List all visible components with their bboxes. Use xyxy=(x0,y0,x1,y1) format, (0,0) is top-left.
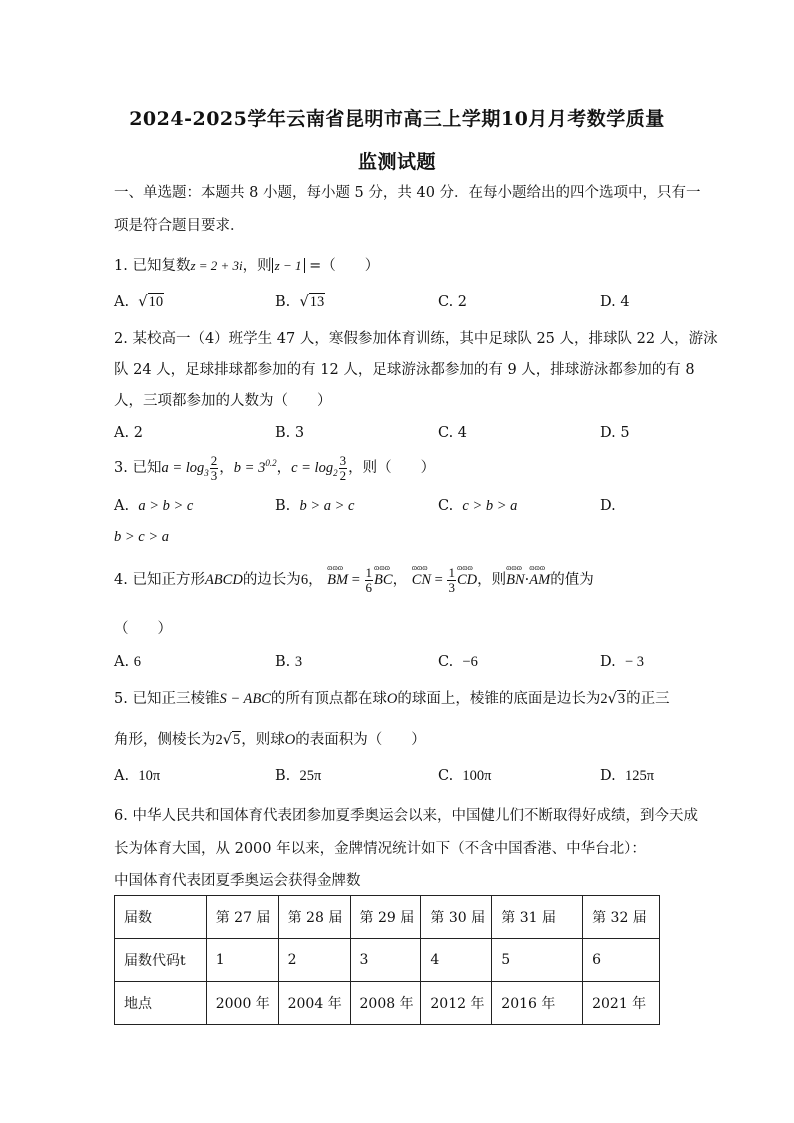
q3-option-b: B. b > a > c xyxy=(275,498,355,514)
q4-option-d: D. − 3 xyxy=(600,654,644,670)
table-cell: 2004 年 xyxy=(278,982,350,1025)
q3-option-a: A. a > b > c xyxy=(114,498,194,514)
q4-vector-bc: ɷɷɷ BC xyxy=(374,572,393,589)
q2-option-b: B. 3 xyxy=(275,425,305,441)
q4-square: ABCD xyxy=(204,572,243,589)
q2-option-a: A. 2 xyxy=(114,425,143,441)
table-row xyxy=(115,939,660,982)
section-heading: 一、单选题：本题共 8 小题，每小题 5 分，共 40 分．在每小题给出的四个选项中，只有一 xyxy=(114,185,701,201)
q4-paren: （ ） xyxy=(114,621,172,637)
q5-option-a: A. 10π xyxy=(114,768,161,784)
table-cell: 第 29 届 xyxy=(350,896,421,939)
q4-vector-am: ɷɷɷ AM xyxy=(529,572,550,589)
q5-option-d: D. 125π xyxy=(600,768,655,784)
table-cell: 2012 年 xyxy=(421,982,492,1025)
q1-mid: ，则 xyxy=(242,258,272,274)
q1-option-b: B. √13 xyxy=(275,294,325,310)
question-5: 5. 已知正三棱锥S − ABC的所有顶点都在球O的球面上，棱锥的底面是边长为2√3的正三 xyxy=(114,691,670,707)
q1-option-d: D. 4 xyxy=(600,294,630,310)
q4-vector-bm: ɷɷɷ BM xyxy=(327,572,348,589)
table-row-label: 届数代码t xyxy=(115,939,207,982)
table-cell: 2000 年 xyxy=(206,982,278,1025)
table-row-label: 届数 xyxy=(115,896,207,939)
q3-c-expr: $c = \log_2$ xyxy=(291,460,338,479)
table-cell: 2016 年 xyxy=(492,982,583,1025)
q2-option-d: D. 5 xyxy=(600,425,630,441)
q1-prefix: 1. 已知复数 xyxy=(114,258,191,274)
question-2-line3: 人，三项都参加的人数为（ ） xyxy=(114,393,332,409)
page-title-line2: 监测试题 xyxy=(357,151,436,173)
table-cell: 第 28 届 xyxy=(278,896,350,939)
q1-z-equation: z = 2 + 3i xyxy=(190,258,243,273)
table-cell: 2008 年 xyxy=(350,982,421,1025)
question-2-line2: 队 24 人，足球排球都参加的有 12 人，足球游泳都参加的有 9 人，排球游泳都参加的有 8 xyxy=(114,362,695,378)
question-6-line2: 长为体育大国，从 2000 年以来，金牌情况统计如下（不含中国香港、中华台北）： xyxy=(114,841,646,857)
q3-a-expr: $a = \log_3$ xyxy=(161,460,209,479)
table-cell: 第 32 届 xyxy=(583,896,660,939)
question-3: 3. 已知$a = \log_3$ $\frac{2}{3}$ ，$b = 3^{0.2}$，$c = \log_2$ $\frac{3}{2}$ ，则（ ） xyxy=(114,453,436,483)
table-row xyxy=(115,896,660,939)
q3-option-d-value: b > c > a xyxy=(114,529,170,545)
q3-option-d: D. xyxy=(600,498,616,514)
q4-option-a: A. 6 xyxy=(114,654,141,670)
table-cell: 3 xyxy=(350,939,421,982)
q1-suffix: =（ ） xyxy=(304,258,380,274)
q4-vector-bn: ɷɷɷ BN xyxy=(506,572,525,589)
table-cell: 第 30 届 xyxy=(421,896,492,939)
q3-option-c: C. c > b > a xyxy=(438,498,518,514)
q4-option-b: B. 3 xyxy=(275,654,303,670)
table-cell: 2021 年 xyxy=(583,982,660,1025)
q3-a-fraction: $\frac{2}{3}$ xyxy=(210,453,218,483)
q3-b-expr: $b = 3^{0.2}$ xyxy=(233,458,277,477)
table-title: 中国体育代表团夏季奥运会获得金牌数 xyxy=(114,873,361,889)
q1-abs-expression: z − 1 xyxy=(272,258,305,273)
q1-option-c: C. 2 xyxy=(438,294,468,310)
table-row-label: 地点 xyxy=(115,982,207,1025)
gold-medal-table xyxy=(114,895,660,1025)
question-4: 4. 已知正方形ABCD的边长为6， ɷɷɷ BM = $\frac{1}{6}$ ɷɷɷ BC， ɷɷɷ CN = $\frac{1}{3}$ ɷɷɷ CD，则ɷɷɷ BN·ɷɷɷ AM的值为 xyxy=(114,566,594,594)
q1-option-a: A. √10 xyxy=(114,294,164,310)
q4-fraction-one-sixth: $\frac{1}{6}$ xyxy=(365,565,373,595)
q5-option-b: B. 25π xyxy=(275,768,322,784)
page-title: 2024-2025学年云南省昆明市高三上学期10月月考数学质量 xyxy=(129,108,665,130)
table-cell: 2 xyxy=(278,939,350,982)
section-heading-line2: 项是符合题目要求． xyxy=(114,218,245,234)
q5-option-c: C. 100π xyxy=(438,768,492,784)
table-cell: 1 xyxy=(206,939,278,982)
table-cell: 6 xyxy=(583,939,660,982)
q4-vector-cn: ɷɷɷ CN xyxy=(412,572,431,589)
q2-option-c: C. 4 xyxy=(438,425,468,441)
question-1 xyxy=(114,259,379,274)
table-cell: 5 xyxy=(492,939,583,982)
table-cell: 第 27 届 xyxy=(206,896,278,939)
q3-c-fraction: $\frac{3}{2}$ xyxy=(339,453,347,483)
q4-fraction-one-third: $\frac{1}{3}$ xyxy=(448,565,455,595)
question-2: 2. 某校高一（4）班学生 47 人，寒假参加体育训练，其中足球队 25 人，排球队 22 人，游泳 xyxy=(114,331,718,347)
question-6: 6. 中华人民共和国体育代表团参加夏季奥运会以来，中国健儿们不断取得好成绩，到今天成 xyxy=(114,808,698,824)
question-5-line2: 角形，侧棱长为2√5，则球O的表面积为（ ） xyxy=(114,732,426,748)
table-row xyxy=(115,982,660,1025)
q4-vector-cd: ɷɷɷ CD xyxy=(457,572,477,589)
table-cell: 4 xyxy=(421,939,492,982)
q5-pyramid: S − ABC xyxy=(219,691,271,707)
q4-option-c: C. −6 xyxy=(438,654,478,670)
table-cell: 第 31 届 xyxy=(492,896,583,939)
